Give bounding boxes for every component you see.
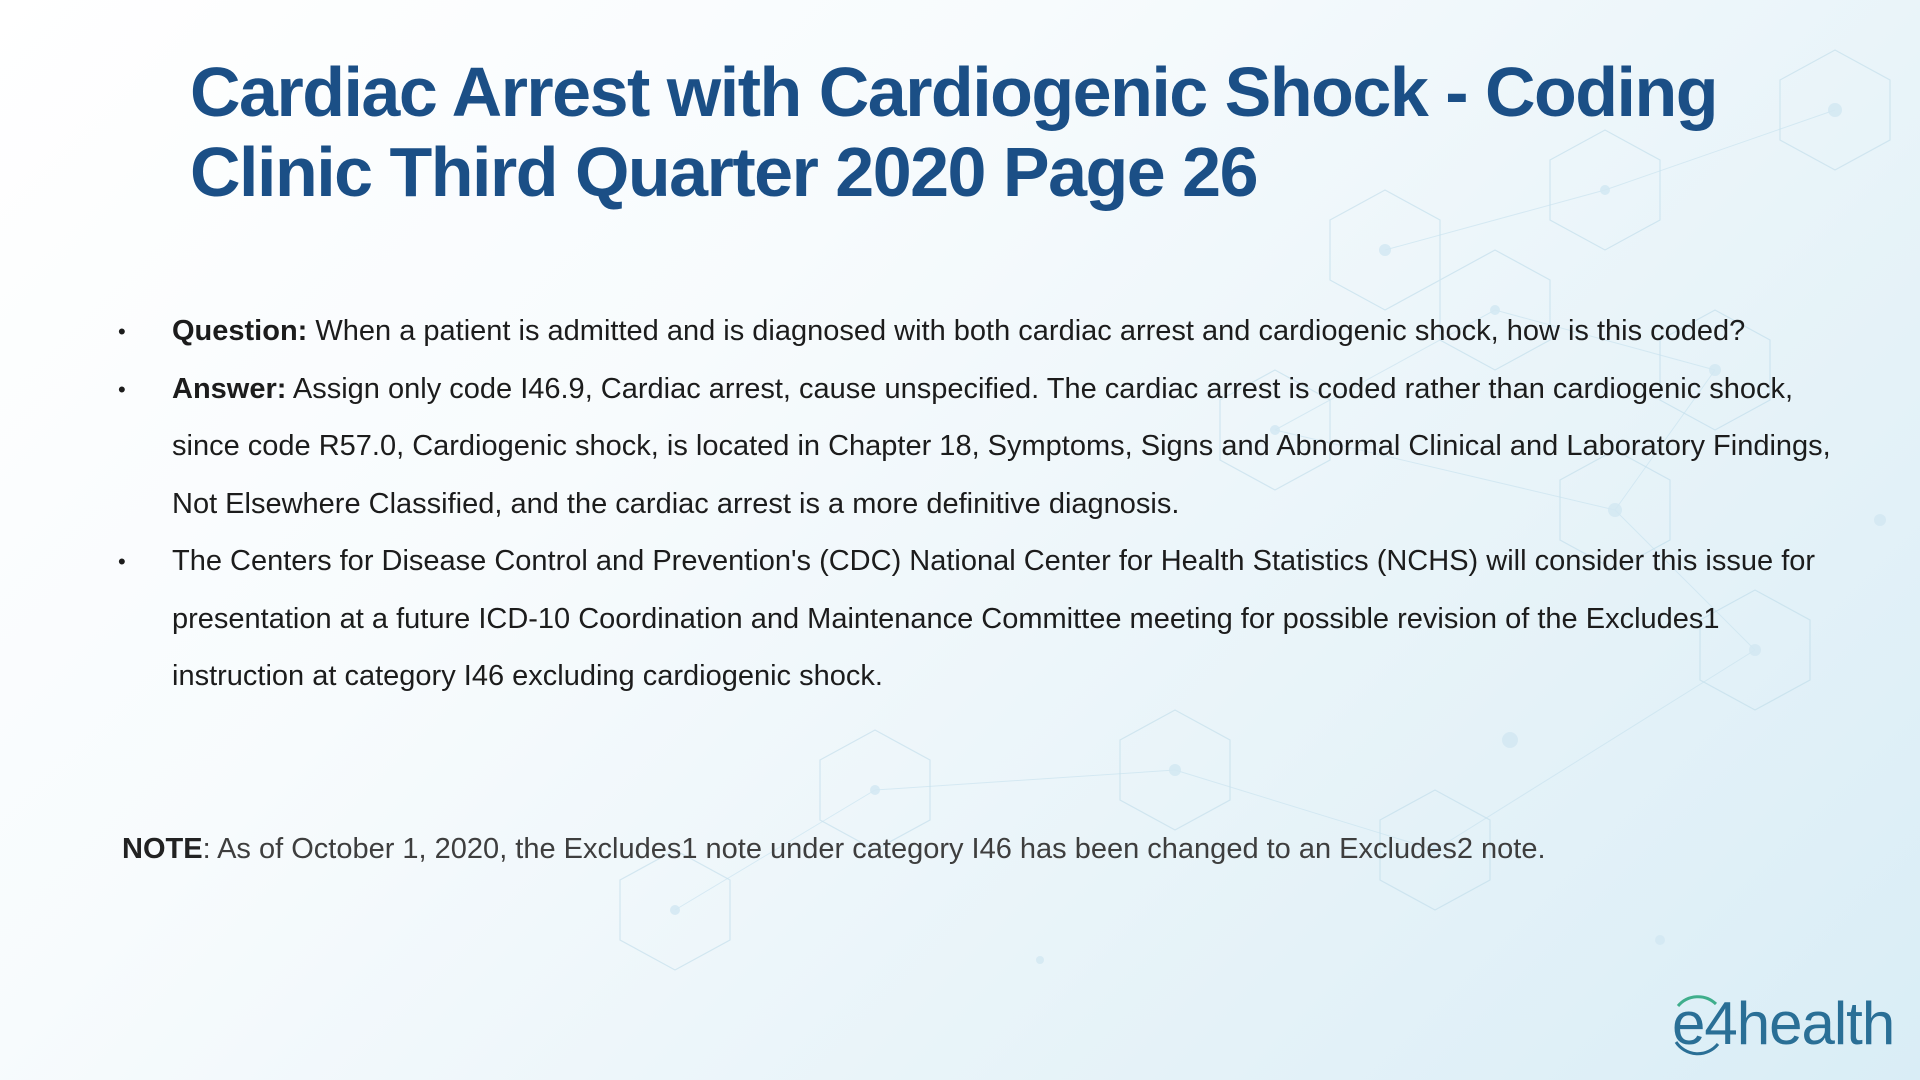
bullet-list — [118, 303, 1838, 706]
note-text: : As of October 1, 2020, the Excludes1 note under category I46 has been changed to an Excludes2 note. — [202, 833, 1546, 865]
e4health-logo — [1666, 990, 1896, 1060]
bullet-nchs — [118, 533, 1838, 706]
bullet-answer — [118, 361, 1838, 534]
bullet-marker: • — [118, 376, 126, 402]
bullet-marker: • — [118, 549, 126, 574]
logo-text: e4health — [1672, 990, 1895, 1057]
bullet-marker: • — [118, 319, 126, 344]
bullet-label-question: Question: — [172, 315, 308, 347]
bullet-text-answer: Assign only code I46.9, Cardiac arrest, cause unspecified. The cardiac arrest is coded rather than cardiogenic shock, since code R57.0, Cardiogenic shock, is located in Chapter 18, Symptoms, Signs and Abnormal Clinical and Laboratory Findings, Not Elsewhere Classified, and the cardiac arrest is a more definitive diagnosis. — [172, 372, 1831, 520]
bullet-label-answer: Answer: — [172, 372, 287, 405]
slide-title: Cardiac Arrest with Cardiogenic Shock - Coding Clinic Third Quarter 2020 Page 26 — [190, 53, 1717, 211]
note-label: NOTE — [122, 833, 203, 865]
note-paragraph — [122, 822, 1822, 877]
bullet-question — [118, 303, 1838, 361]
bullet-text-question: When a patient is admitted and is diagnosed with both cardiac arrest and cardiogenic shock, how is this coded? — [315, 315, 1746, 347]
bullet-text-nchs: The Centers for Disease Control and Prevention's (CDC) National Center for Health Statistics (NCHS) will consider this issue for presentation at a future ICD-10 Coordination and Maintenance Committee meeting for possible revision of the Excludes1 instruction at category I46 excluding cardiogenic shock. — [172, 545, 1816, 692]
